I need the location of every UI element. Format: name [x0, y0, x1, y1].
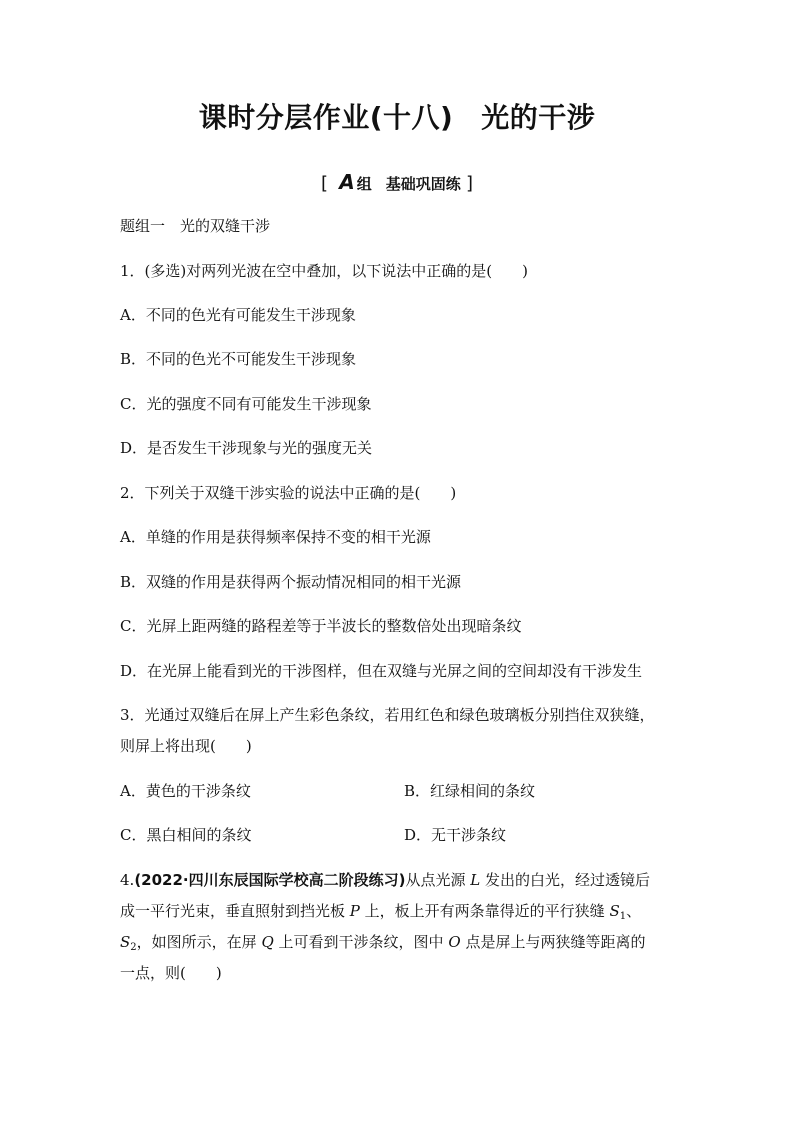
- q4-source: (2022·四川东辰国际学校高二阶段练习): [134, 871, 406, 889]
- q4-text-line3b: 上可看到干涉条纹，图中: [278, 933, 444, 951]
- group-letter: A: [339, 170, 355, 194]
- q4-separator: 、: [626, 902, 642, 920]
- q1-option-a: A．不同的色光有可能发生干涉现象: [120, 306, 356, 324]
- group-bracket-close: ]: [465, 173, 474, 194]
- q4-text-line3c: 点是屏上与两狭缝等距离的: [465, 933, 646, 951]
- q4-var-s1: $S_1$: [609, 902, 627, 922]
- q2-option-a: A．单缝的作用是获得频率保持不变的相干光源: [120, 528, 431, 546]
- q1-option-b: B．不同的色光不可能发生干涉现象: [120, 350, 357, 368]
- q1-stem: 1．(多选)对两列光波在空中叠加，以下说法中正确的是( ): [120, 262, 528, 280]
- q4-var-l: L: [470, 871, 481, 889]
- q3-option-d: D．无干涉条纹: [404, 826, 507, 844]
- q4-var-o: O: [448, 933, 461, 951]
- q1-option-c: C．光的强度不同有可能发生干涉现象: [120, 395, 372, 413]
- q3-option-b: B．红绿相间的条纹: [404, 782, 536, 800]
- page-title: [0, 96, 794, 136]
- group-name: 基础巩固练: [385, 175, 461, 193]
- q3-stem-line1: 3．光通过双缝后在屏上产生彩色条纹，若用红色和绿色玻璃板分别挡住双狭缝，: [120, 706, 655, 724]
- title-sub: 光的干涉: [481, 101, 596, 134]
- q4-line3: [120, 932, 680, 958]
- q4-text-line2a: 成一平行光束，垂直照射到挡光板: [120, 902, 346, 920]
- title-main: 课时分层作业(十八): [198, 101, 454, 134]
- q4-number: 4.: [120, 871, 135, 889]
- q2-stem: 2．下列关于双缝干涉实验的说法中正确的是( ): [120, 484, 457, 502]
- q1-option-d: D．是否发生干涉现象与光的强度无关: [120, 439, 373, 457]
- group-zu: 组: [356, 175, 372, 193]
- q4-line4: 一点，则( ): [120, 964, 222, 982]
- q3-stem-line2: 则屏上将出现( ): [120, 737, 252, 755]
- q2-option-b: B．双缝的作用是获得两个振动情况相同的相干光源: [120, 573, 462, 591]
- q3-option-a: A．黄色的干涉条纹: [120, 782, 251, 800]
- group-bracket-open: [: [320, 173, 328, 194]
- q4-var-q: Q: [261, 933, 274, 951]
- q2-option-d: D．在光屏上能看到光的干涉图样，但在双缝与光屏之间的空间却没有干涉发生: [120, 662, 643, 680]
- q4-text-p1: 从点光源: [405, 871, 466, 889]
- group-heading: [0, 170, 794, 194]
- q4-line1: [120, 870, 680, 890]
- q3-option-c: C．黑白相间的条纹: [120, 826, 252, 844]
- q4-text-p2: 发出的白光，经过透镜后: [485, 871, 651, 889]
- topic-heading: 题组一 光的双缝干涉: [120, 217, 271, 235]
- q4-var-p: P: [349, 902, 360, 920]
- q4-line2: [120, 901, 680, 927]
- q4-text-line2b: 上，板上开有两条靠得近的平行狭缝: [364, 902, 605, 920]
- q4-text-line3a: ，如图所示，在屏: [136, 933, 257, 951]
- q4-var-s2: $S_2$: [120, 933, 137, 953]
- q2-option-c: C．光屏上距两缝的路程差等于半波长的整数倍处出现暗条纹: [120, 617, 522, 635]
